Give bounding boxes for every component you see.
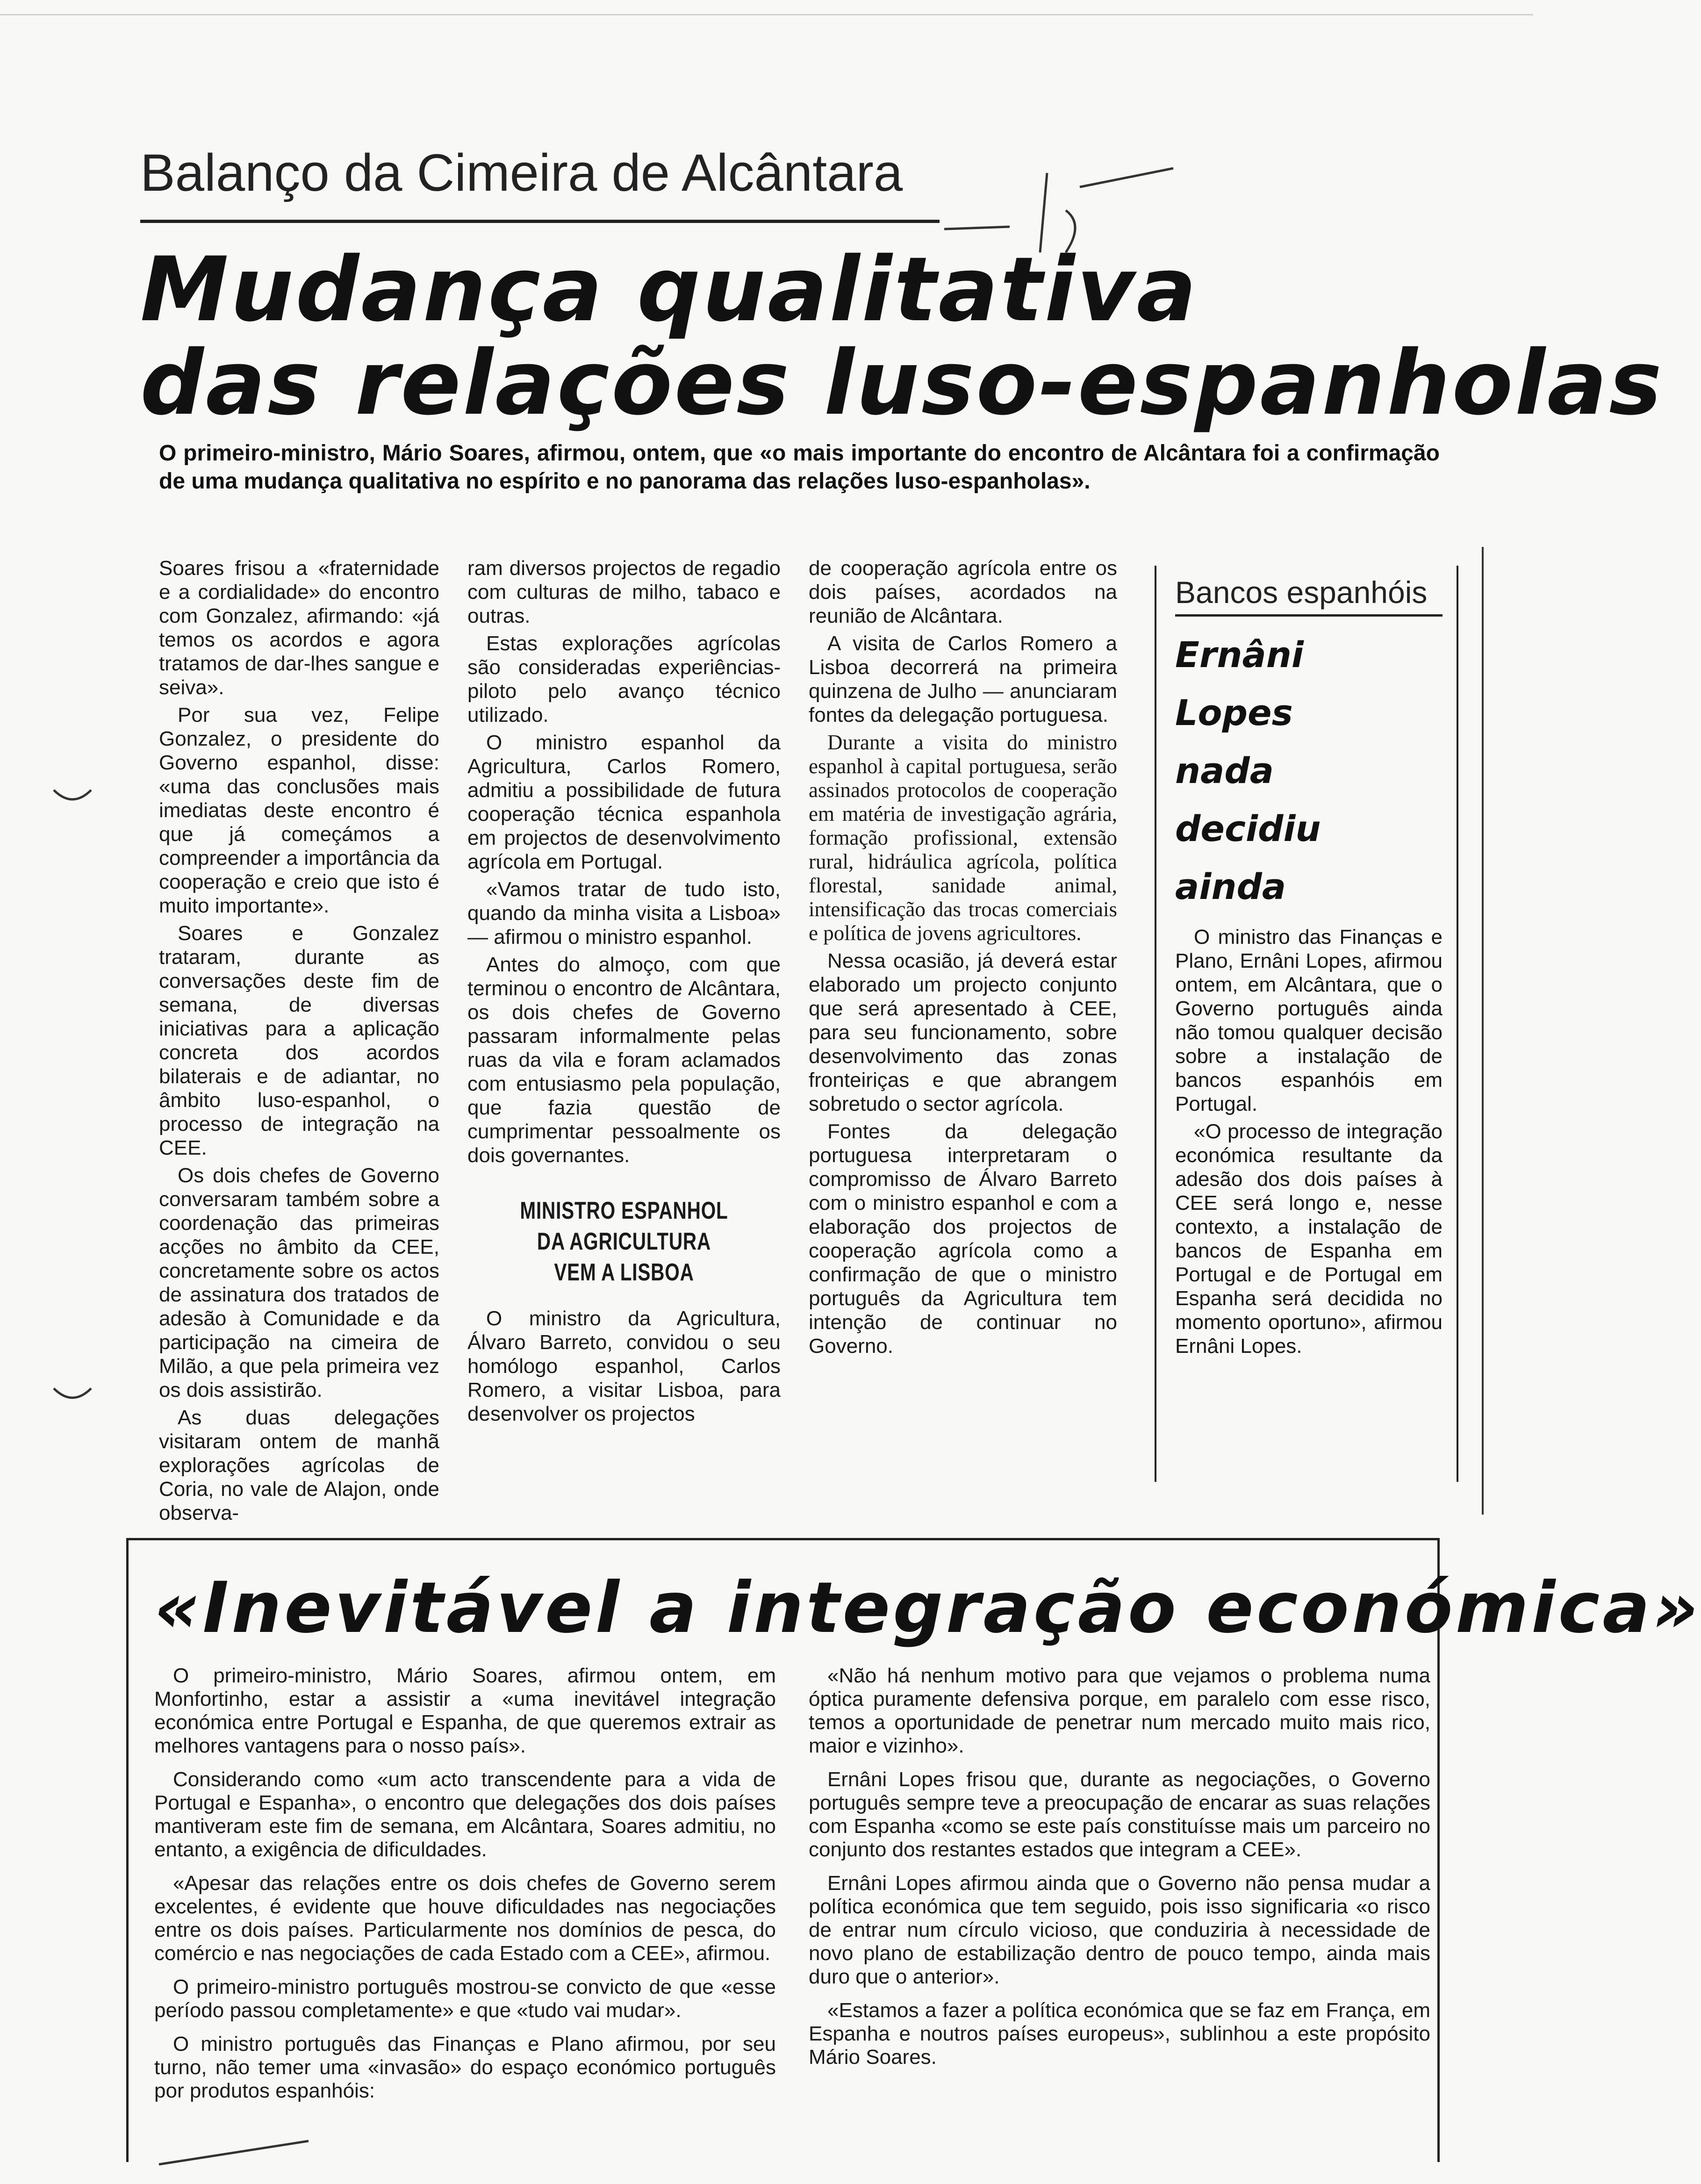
paragraph: ram diversos projectos de regadio com culturas de milho, tabaco e outras. — [467, 557, 781, 627]
sidebar-headline-line: decidiu — [1175, 808, 1321, 849]
scan-bottom-mark — [154, 2132, 323, 2174]
article2-headline: «Inevitável a integração económica» — [154, 1567, 1701, 1649]
article2-column-right — [809, 1664, 1430, 2079]
paragraph: O ministro espanhol da Agricultura, Carlos Romero, admitiu a possibilidade de futura cooperação técnica espanhola em projectos de desenvolvimento agrícola em Portugal. — [467, 731, 781, 873]
paragraph: O primeiro-ministro, Mário Soares, afirmou ontem, em Monfortinho, estar a assistir a «uma inevitável integração económica entre Portugal e Espanha, de que queremos extrair as melhores vantagens para o nosso país». — [154, 1664, 776, 1757]
sidebar-headline-line: Lopes — [1175, 692, 1293, 733]
paragraph: O ministro português das Finanças e Plano afirmou, por seu turno, não temer uma «invasão» do espaço económico português por produtos espanhóis: — [154, 2033, 776, 2102]
headline-line-2: das relações luso-espanholas — [140, 331, 1664, 435]
article2-column-left — [154, 1664, 776, 2113]
subheading-line: DA AGRICULTURA — [537, 1228, 711, 1255]
section-kicker: Balanço da Cimeira de Alcântara — [140, 144, 903, 202]
paragraph: Por sua vez, Felipe Gonzalez, o presidente do Governo espanhol, disse: «uma das conclusões mais imediatas deste encontro é que já começámos a compreender a importância da cooperação e creio que isto é muito importante». — [159, 704, 439, 917]
paragraph: «Vamos tratar de tudo isto, quando da minha visita a Lisboa» — afirmou o ministro espanhol. — [467, 878, 781, 948]
article-column-3 — [809, 556, 1117, 1362]
subheading-line: VEM A LISBOA — [554, 1259, 694, 1286]
paragraph: «Apesar das relações entre os dois chefes de Governo serem excelentes, é evidente que houve dificuldades nas negociações entre os dois países. Particularmente nos domínios de pesca, do comércio e nas negociações de cada Estado com a CEE», afirmou. — [154, 1872, 776, 1965]
paragraph: O ministro das Finanças e Plano, Ernâni Lopes, afirmou ontem, em Alcântara, que o Governo português ainda não tomou qualquer decisão sobre a instalação de bancos espanhóis em Portugal. — [1175, 926, 1443, 1115]
paragraph: Ernâni Lopes afirmou ainda que o Governo não pensa mudar a política económica que tem seguido, pois isso significaria «o risco de entrar num círculo vicioso, que conduziria à necessidade de novo plano de estabilização dentro de pouco tempo, ainda mais duro que o anterior». — [809, 1872, 1430, 1988]
paragraph: Soares frisou a «fraternidade e a cordialidade» do encontro com Gonzalez, afirmando: «já temos os acordos e agora tratamos de dar-lhes sangue e seiva». — [159, 557, 439, 699]
subheading — [502, 1195, 746, 1288]
paragraph: O ministro da Agricultura, Álvaro Barreto, convidou o seu homólogo espanhol, Carlos Romero, a visitar Lisboa, para desenvolver os projectos — [467, 1307, 781, 1425]
paragraph: Durante a visita do ministro espanhol à capital portuguesa, serão assinados protocolos de cooperação em matéria de investigação agrária, formação profissional, extensão rural, hidráulica agrícola, política florestal, sanidade animal, intensificação das trocas comerciais e política de jovens agricultores. — [809, 731, 1117, 945]
paragraph: Estas explorações agrícolas são consideradas experiências-piloto pelo avanço técnico utilizado. — [467, 632, 781, 726]
paragraph: «O processo de integração económica resultante da adesão dos dois países à CEE será longo e, nesse contexto, a instalação de bancos de Espanha em Portugal e de Portugal em Espanha será decidida no momento oportuno», afirmou Ernâni Lopes. — [1175, 1120, 1443, 1358]
kicker-underline — [140, 220, 940, 223]
article-column-1 — [159, 556, 439, 1529]
paragraph: «Estamos a fazer a política económica que se faz em França, em Espanha e noutros países europeus», sublinhou a este propósito Mário Soares. — [809, 1999, 1430, 2069]
paragraph: O primeiro-ministro português mostrou-se convicto de que «esse período passou completamente» e que «tudo vai mudar». — [154, 1976, 776, 2022]
sidebar-headline-line: ainda — [1175, 866, 1286, 907]
scan-margin-marks — [47, 781, 103, 1416]
paragraph: A visita de Carlos Romero a Lisboa decorrerá na primeira quinzena de Julho — anunciaram fontes da delegação portuguesa. — [809, 632, 1117, 726]
subheading-line: MINISTRO ESPANHOL — [520, 1197, 728, 1224]
sidebar-headline-line: Ernâni — [1175, 634, 1304, 675]
paragraph: As duas delegações visitaram ontem de manhã explorações agrícolas de Coria, no vale de Alajon, onde observa- — [159, 1406, 439, 1524]
paragraph: Ernâni Lopes frisou que, durante as negociações, o Governo português sempre teve a preocupação de encarar as suas relações com Espanha «como se este país constituísse mais um parceiro no conjunto dos restantes estados que integram a CEE». — [809, 1768, 1430, 1861]
lede-paragraph: O primeiro-ministro, Mário Soares, afirmou, ontem, que «o mais importante do encontro de Alcântara foi a confirmação de uma mudança qualitativa no espírito e no panorama das relações luso-espanholas». — [159, 441, 1440, 494]
paragraph: Nessa ocasião, já deverá estar elaborado um projecto conjunto que será apresentado à CEE, para seu funcionamento, sobre desenvolvimento das zonas fronteiriças e que abrangem sobretudo o sector agrícola. — [809, 949, 1117, 1115]
sidebar-headline — [1175, 626, 1443, 916]
sidebar-rule — [1175, 614, 1443, 617]
sidebar-tag: Bancos espanhóis — [1175, 575, 1428, 610]
paragraph: Os dois chefes de Governo conversaram também sobre a coordenação das primeiras acções no âmbito da CEE, concretamente sobre os actos de assinatura dos tratados de adesão à Comunidade e da participação na cimeira de Milão, a que pela primeira vez os dois assistirão. — [159, 1164, 439, 1401]
sidebar-headline-line: nada — [1175, 750, 1274, 791]
paragraph: Considerando como «um acto transcendente para a vida de Portugal e Espanha», o encontro que delegações dos dois países mantiveram este fim de semana, em Alcântara, Soares admitiu, no entanto, a exigência de dificuldades. — [154, 1768, 776, 1861]
paragraph: «Não há nenhum motivo para que vejamos o problema numa óptica puramente defensiva porque, em paralelo com esse risco, temos a oportunidade de penetrar num mercado muito mais rico, maior e vizinho». — [809, 1664, 1430, 1757]
paragraph: Antes do almoço, com que terminou o encontro de Alcântara, os dois chefes de Governo passaram informalmente pelas ruas da vila e foram aclamados com entusiasmo pela população, que fazia questão de cumprimentar pessoalmente os dois governantes. — [467, 953, 781, 1167]
paragraph: Fontes da delegação portuguesa interpretaram o compromisso de Álvaro Barreto com o ministro espanhol e com a elaboração dos projectos de cooperação agrícola como a confirmação de que o ministro português da Agricultura tem intenção de continuar no Governo. — [809, 1120, 1117, 1358]
scan-edge-rule — [1482, 547, 1484, 1515]
sidebar-body — [1175, 925, 1443, 1358]
scan-edge-line — [0, 14, 1533, 15]
paragraph: de cooperação agrícola entre os dois países, acordados na reunião de Alcântara. — [809, 557, 1117, 627]
headline-line-1: Mudança qualitativa — [140, 238, 1199, 341]
article-column-2 — [467, 556, 781, 1430]
sidebar-box — [1155, 566, 1458, 1482]
paragraph: Soares e Gonzalez trataram, durante as conversações deste fim de semana, de diversas iniciativas para a aplicação concreta dos acordos bilaterais e de adiantar, no âmbito luso-espanhol, o processo de integração na CEE. — [159, 922, 439, 1159]
